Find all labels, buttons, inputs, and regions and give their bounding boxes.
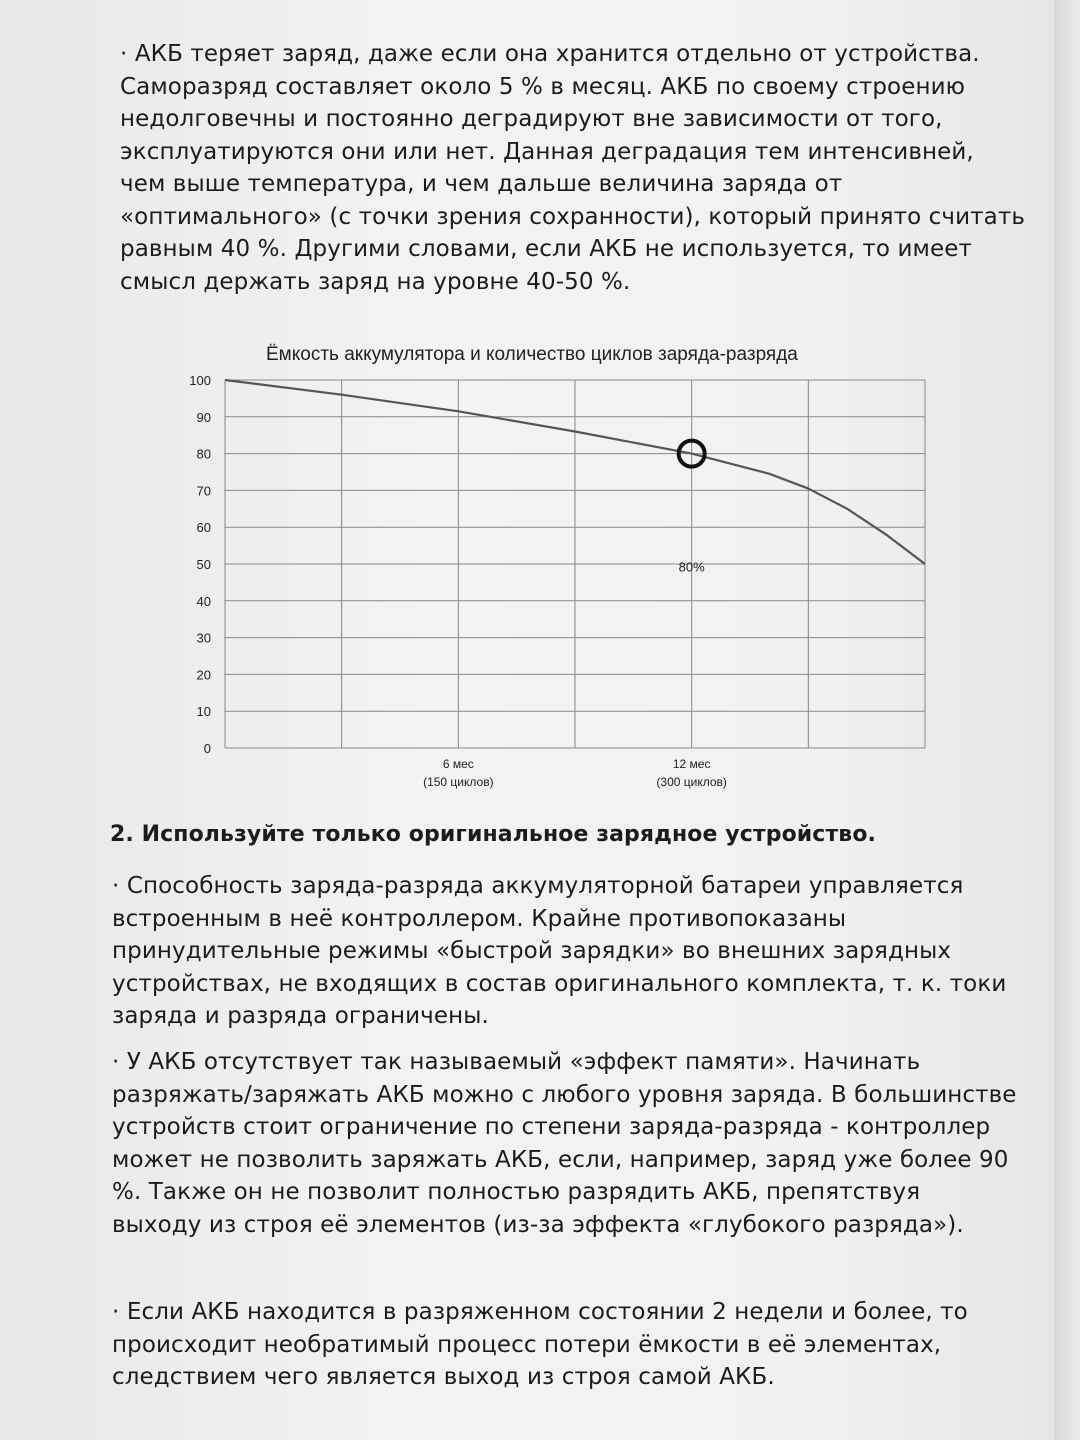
y-tick-label: 90 xyxy=(196,409,211,425)
paragraph-text: · АКБ теряет заряд, даже если она хранится отдельно от устройства. Саморазряд составляет около 5 % в месяц. АКБ по своему строению недолговечны и постоянно деградируют вне зависимости от того, эксплуатируются они или нет. Данная деградация тем интенсивней, чем выше температура, и чем дальше величина заряда от «оптимального» (с точки зрения сохранности), который принято считать равным 40 %. Другими словами, если АКБ не используется, то имеет смысл держать заряд на уровне 40-50 %. xyxy=(120,41,1026,295)
x-tick-label: 6 мес xyxy=(442,757,474,771)
section-heading: 2. Используйте только оригинальное зарядное устройство. xyxy=(110,822,876,847)
y-tick-label: 0 xyxy=(203,741,211,756)
x-tick-label: 12 мес xyxy=(672,757,711,771)
capacity-chart xyxy=(170,340,940,800)
x-tick-sublabel: (300 циклов) xyxy=(656,775,727,789)
paragraph-text: · У АКБ отсутствует так называемый «эффект памяти». Начинать разряжать/заряжать АКБ можно с любого уровня заряда. В большинстве устройств стоит ограничение по степени заряда-разряда - контроллер может не позволить заряжать АКБ, если, например, заряд уже более 90 %. Также он не позволит полностью разрядить АКБ, препятствуя выходу из строя её элементов (из-за эффекта «глубокого разряда»). xyxy=(112,1049,1017,1238)
x-tick-sublabel: (150 циклов) xyxy=(423,775,494,789)
y-tick-label: 30 xyxy=(196,630,211,646)
chart-svg xyxy=(170,340,940,800)
paragraph-deep-discharge xyxy=(112,1296,1017,1394)
chart-title: Ёмкость аккумулятора и количество циклов заряда-разряда xyxy=(266,344,798,365)
y-tick-label: 60 xyxy=(196,520,211,536)
page-edge xyxy=(1054,0,1080,1440)
paragraph-self-discharge xyxy=(120,38,1025,298)
y-tick-label: 40 xyxy=(196,593,211,609)
y-tick-label: 10 xyxy=(196,704,211,720)
y-tick-label: 50 xyxy=(196,557,211,572)
highlight-label: 80% xyxy=(678,559,705,575)
paragraph-text: · Способность заряда-разряда аккумуляторной батареи управляется встроенным в неё контроллером. Крайне противопоказаны принудительные режимы «быстрой зарядки» во внешних зарядных устройствах, не входящих в состав оригинального комплекта, т. к. токи заряда и разряда ограничены. xyxy=(112,873,1007,1029)
y-tick-label: 20 xyxy=(196,667,211,683)
paragraph-charger xyxy=(112,870,1017,1033)
y-tick-label: 80 xyxy=(196,446,211,462)
paragraph-text: · Если АКБ находится в разряженном состоянии 2 недели и более, то происходит необратимый процесс потери ёмкости в её элементах, следствием чего является выход из строя самой АКБ. xyxy=(112,1299,968,1390)
y-tick-label: 100 xyxy=(189,373,211,388)
y-tick-label: 70 xyxy=(196,483,211,499)
paragraph-memory-effect xyxy=(112,1046,1017,1241)
